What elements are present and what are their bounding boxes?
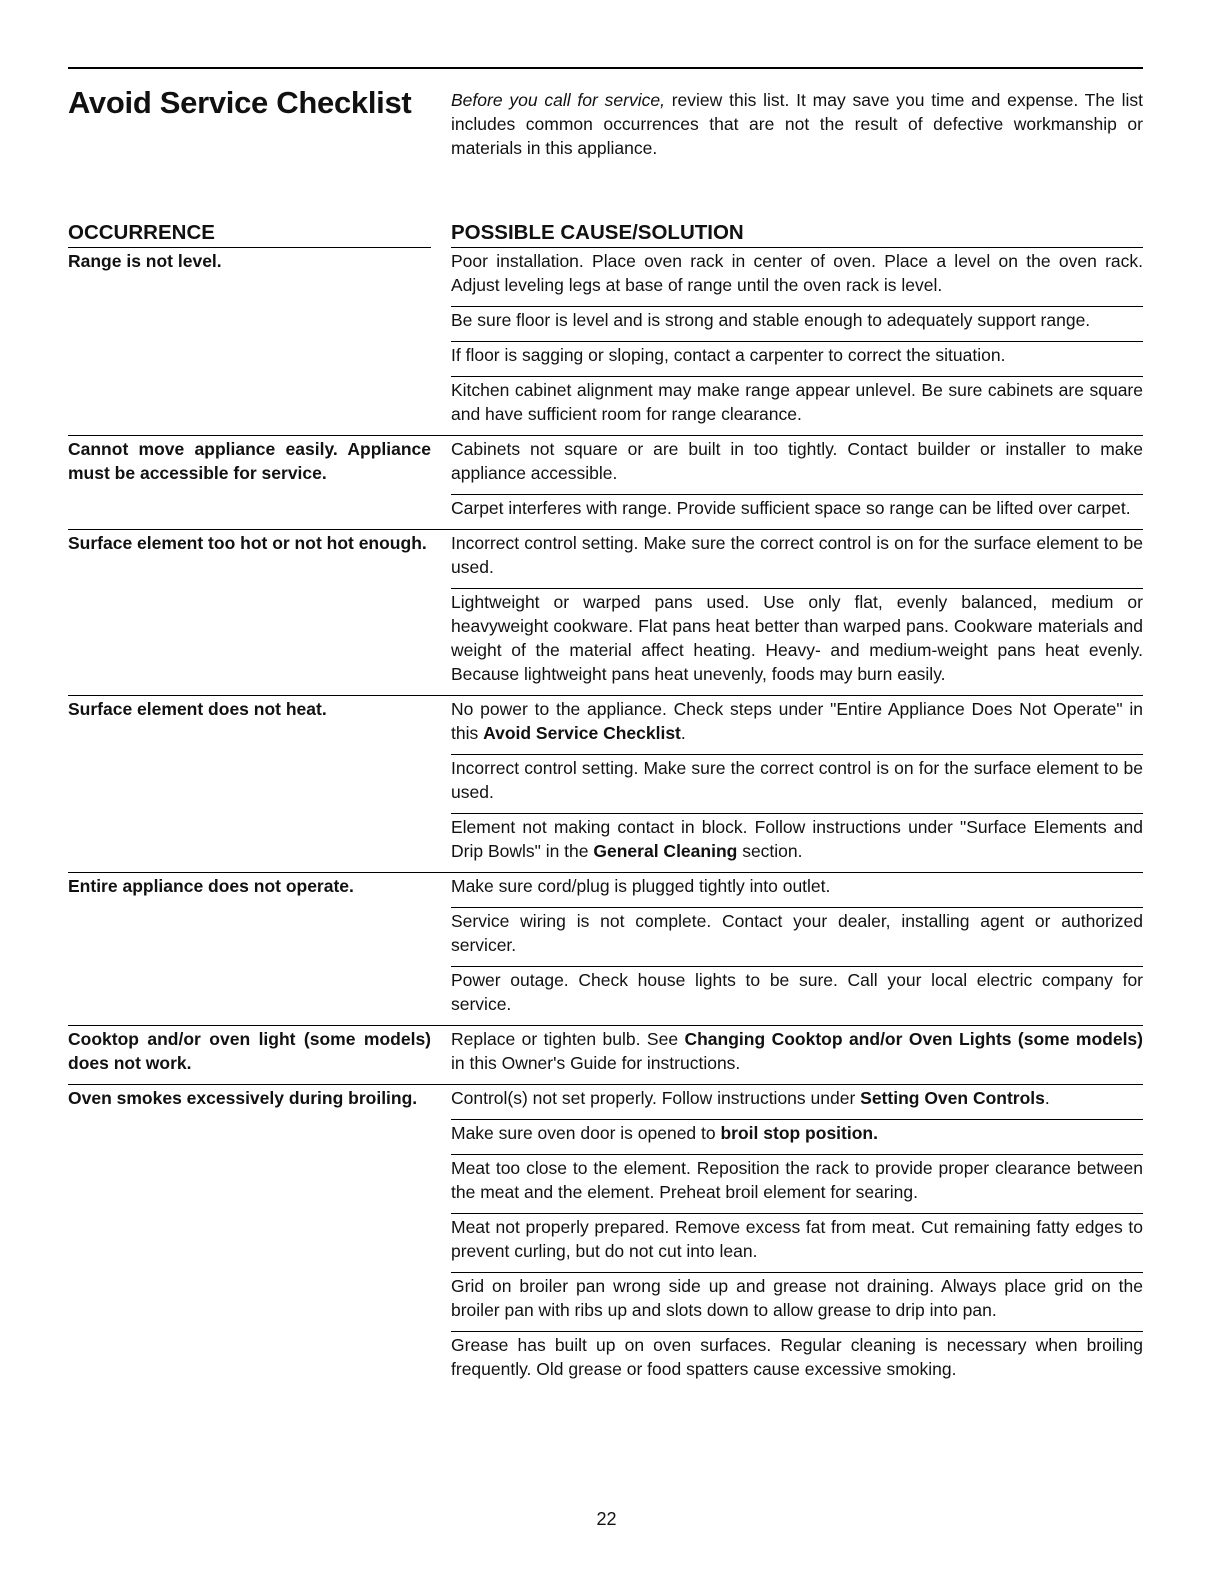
solution-list [451,696,1143,872]
solution-text: section. [737,841,803,861]
solution-text: If floor is sagging or sloping, contact a carpenter to correct the situation. [451,345,1006,365]
occurrence-text: Surface element does not heat. [68,699,327,719]
solution-list [451,248,1143,435]
occurrence-text: Range is not level. [68,251,222,271]
solution-item [451,873,1143,907]
solution-text: Kitchen cabinet alignment may make range appear unlevel. Be sure cabinets are square and have sufficient room for range clearance. [451,380,1143,424]
solution-item [451,1026,1143,1084]
solution-emphasis: Avoid Service Checklist [483,723,681,743]
solution-text: Service wiring is not complete. Contact your dealer, installing agent or authorized servicer. [451,911,1143,955]
solution-list [451,436,1143,529]
top-rule [68,67,1143,69]
solution-text: Element not making contact in block. Follow instructions under "Surface Elements and Drip Bowls" in the [451,817,1143,861]
solution-item [451,588,1143,695]
solution-item [451,248,1143,306]
solution-item [451,696,1143,754]
solution-text: in this Owner's Guide for instructions. [451,1053,741,1073]
solution-item [451,436,1143,494]
solution-list [451,873,1143,1025]
solution-text: Incorrect control setting. Make sure the correct control is on for the surface element to be used. [451,533,1143,577]
occurrence-text: Cooktop and/or oven light (some models) does not work. [68,1029,431,1073]
intro-text: review this list. It may save you time and expense. The list includes common occurrences that are not the result of defective workmanship or materials in this appliance. [451,90,1144,158]
solution-list [451,1026,1143,1084]
solution-text: Lightweight or warped pans used. Use only flat, evenly balanced, medium or heavyweight cookware. Flat pans heat better than warped pans. Cookware materials and weight of the material affect heating. Heavy- and medium-weight pans heat evenly. Because lightweight pans heat unevenly, foods may burn easily. [451,592,1143,684]
solution-text: Power outage. Check house lights to be sure. Call your local electric company for service. [451,970,1143,1014]
occurrence-text: Entire appliance does not operate. [68,876,354,896]
solution-emphasis: broil stop position. [720,1123,878,1143]
solution-text: Cabinets not square or are built in too tightly. Contact builder or installer to make appliance accessible. [451,439,1143,483]
checklist-row [68,1085,1143,1390]
solution-item [451,966,1143,1025]
solution-item [451,1213,1143,1272]
occurrence-text: Cannot move appliance easily. Appliance must be accessible for service. [68,439,431,483]
solution-text: Replace or tighten bulb. See [451,1029,685,1049]
page-title: Avoid Service Checklist [68,85,412,120]
solution-item [451,1119,1143,1154]
solution-item [451,754,1143,813]
solution-text: Meat too close to the element. Reposition the rack to provide proper clearance between the meat and the element. Preheat broil element for searing. [451,1158,1143,1202]
checklist-table [68,248,1143,1390]
solution-text: . [1044,1088,1050,1108]
solution-item [451,1085,1143,1119]
solution-item [451,530,1143,588]
solution-text: Incorrect control setting. Make sure the correct control is on for the surface element to be used. [451,758,1143,802]
solution-item [451,341,1143,376]
solution-list [451,1085,1143,1390]
checklist-row [68,436,1143,530]
solution-emphasis: Setting Oven Controls [860,1088,1045,1108]
solution-emphasis: Changing Cooktop and/or Oven Lights (some models) [684,1029,1143,1049]
page-number: 22 [596,1509,617,1529]
occurrence-column-header: OCCURRENCE [68,220,431,248]
solution-text: Carpet interferes with range. Provide sufficient space so range can be lifted over carpet. [451,498,1131,518]
solution-text: No power to the appliance. Check steps under "Entire Appliance Does Not Operate" in this [451,699,1143,743]
solution-text: Make sure cord/plug is plugged tightly into outlet. [451,876,831,896]
solution-text: Make sure oven door is opened to [451,1123,721,1143]
checklist-row [68,248,1143,436]
solution-item [451,1272,1143,1331]
solution-item [451,1331,1143,1390]
solution-item [451,306,1143,341]
solution-item [451,1154,1143,1213]
solution-text: Poor installation. Place oven rack in center of oven. Place a level on the oven rack. Adjust leveling legs at base of range until the oven rack is level. [451,251,1143,295]
solution-item [451,813,1143,872]
solution-text: . [680,723,686,743]
checklist-row [68,1026,1143,1085]
solution-item [451,376,1143,435]
solution-list [451,530,1143,695]
solution-column-header: POSSIBLE CAUSE/SOLUTION [451,220,1143,248]
checklist-row [68,873,1143,1026]
occurrence-text: Surface element too hot or not hot enough. [68,533,427,553]
intro-lead: Before you call for service, [451,90,665,110]
occurrence-text: Oven smokes excessively during broiling. [68,1088,418,1108]
intro-paragraph [451,88,1143,160]
solution-text: Grid on broiler pan wrong side up and grease not draining. Always place grid on the broiler pan with ribs up and slots down to allow grease to drip into pan. [451,1276,1143,1320]
solution-text: Be sure floor is level and is strong and stable enough to adequately support range. [451,310,1091,330]
solution-text: Control(s) not set properly. Follow instructions under [451,1088,861,1108]
solution-item [451,494,1143,529]
solution-emphasis: General Cleaning [593,841,738,861]
checklist-row [68,696,1143,873]
checklist-row [68,530,1143,696]
solution-text: Grease has built up on oven surfaces. Regular cleaning is necessary when broiling frequently. Old grease or food spatters cause excessive smoking. [451,1335,1143,1379]
solution-text: Meat not properly prepared. Remove excess fat from meat. Cut remaining fatty edges to prevent curling, but do not cut into lean. [451,1217,1143,1261]
solution-item [451,907,1143,966]
